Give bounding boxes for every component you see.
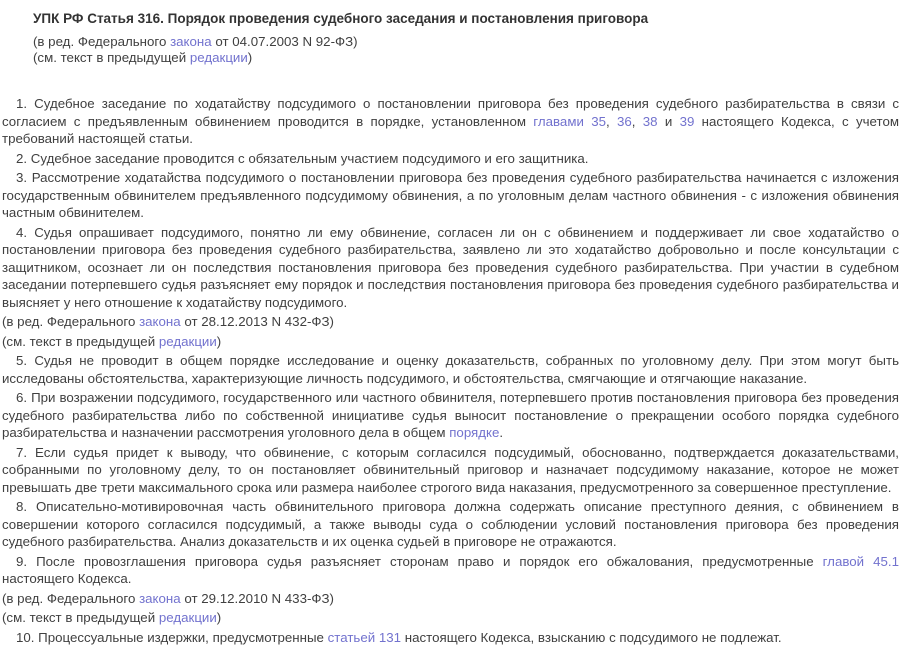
amendment-note [2,313,899,331]
text-run: 2. Судебное заседание проводится с обязательным участием подсудимого и его защитника. [16,150,589,166]
inline-link[interactable]: 39 [679,113,695,129]
inline-link[interactable]: редакции [189,50,248,65]
article-paragraph [2,224,899,312]
text-run: ) [247,50,253,65]
text-run: ) [216,333,222,349]
article-paragraph [2,389,899,442]
article-paragraph [2,498,899,551]
inline-link[interactable]: статьей [327,629,376,645]
article-header [33,10,899,66]
text-run: от 28.12.2013 N 432-ФЗ) [180,314,334,329]
article-body [2,95,899,646]
text-run: 7. Если судья придет к выводу, что обвинение, с которым согласился подсудимый, обоснованно, подтверждается доказательствами, собранными по уголовному делу, то он постановляет обвинительный приговор и назначает подсудимому наказание, которое не может превышать две трети максимального срока или размера наиболее строгого вида наказания, предусмотренного за совершенное преступление. [2,444,899,495]
text-run: 10. Процессуальные издержки, предусмотренные [16,629,328,645]
amendment-note [2,609,899,627]
text-run: (см. текст в предыдущей [2,610,159,625]
text-run: 5. Судья не проводит в общем порядке исследование и оценку доказательств, собранных по уголовному делу. При этом могут быть исследованы обстоятельства, характеризующие личность подсудимого, и обстоятельства, смягчающие и отягчающие наказание. [2,353,899,386]
inline-link[interactable]: редакции [158,610,217,625]
inline-link[interactable]: 36 [616,113,632,129]
text-run: от 04.07.2003 N 92-ФЗ) [211,34,358,49]
text-run: (см. текст в предыдущей [2,333,159,349]
text-run: 3. Рассмотрение ходатайства подсудимого о постановлении приговора без проведения судебного разбирательства начинается с изложения государственным обвинителем предъявленного подсудимому обвинения, а по уголовным делам частного обвинения - с изложения обвинения частным обвинителем. [2,170,899,220]
text-run: . [499,425,504,440]
text-run: настоящего Кодекса. [2,571,132,586]
article-paragraph [2,629,899,647]
text-run: 1. Судебное заседание по ходатайству подсудимого о постановлении приговора без проведения судебного разбирательства в связи с согласием с предъявленным обвинением проводится в порядке, установленном [2,96,899,129]
text-run: (в ред. Федерального [2,314,140,329]
amendment-note [33,34,899,50]
text-run: (см. текст в предыдущей [33,50,190,65]
inline-link[interactable]: главами [533,113,584,129]
inline-link[interactable]: закона [139,314,181,329]
text-run: (в ред. Федерального [2,590,140,606]
text-run: , [605,113,617,129]
text-run: 8. Описательно-мотивировочная часть обвинительного приговора должна содержать описание преступного деяния, с обвинением в совершении которого согласился подсудимый, а также выводы суда о соблюдении условий постановления приговора без проведения судебного разбирательства. Анализ доказательств и их оценка судьей в приговоре не отражаются. [2,499,899,549]
article-paragraph [2,169,899,222]
text-run: 4. Судья опрашивает подсудимого, понятно ли ему обвинение, согласен ли он с обвинением и поддерживает ли свое ходатайство о постановлении приговора без проведения судебного разбирательства, заявлено ли это ходатайство добровольно и после консультации с защитником, осознает ли он последствия постановления приговора без проведения судебного разбирательства. При участии в судебном заседании потерпевшего судья разъясняет ему порядок и последствия постановления приговора без проведения судебного разбирательства и выясняет у него отношение к ходатайству подсудимого. [2,224,899,310]
text-run: (в ред. Федерального [33,34,171,49]
inline-link[interactable]: 45.1 [873,553,899,569]
amendment-note [2,590,899,608]
inline-link[interactable]: 131 [378,629,402,645]
article-paragraph [2,150,899,168]
article-paragraph [2,553,899,588]
text-run: , [631,113,643,129]
text-run: 9. После провозглашения приговора судья разъясняет сторонам право и порядок его обжалования, предусмотренные [16,553,823,569]
amendment-note [2,333,899,351]
amendment-note [33,50,899,66]
text-run: настоящего Кодекса, взысканию с подсудимого не подлежат. [401,629,782,645]
text-run: настоящего Кодекса, с учетом требований настоящей статьи. [2,113,899,146]
header-amendments [33,34,899,66]
inline-link[interactable]: 35 [591,113,606,129]
article-paragraph [2,444,899,497]
text-run: ) [216,610,222,625]
inline-link[interactable]: редакции [158,333,217,349]
text-run: 6. При возражении подсудимого, государственного или частного обвинителя, потерпевшего против постановления приговора без проведения судебного разбирательства либо по собственной инициативе судья выносит постановление о прекращении особого порядка судебного разбирательства и назначении рассмотрения уголовного дела в общем [2,390,899,440]
inline-link[interactable]: 38 [642,113,658,129]
text-run: от 29.12.2010 N 433-ФЗ) [180,590,334,606]
article-paragraph [2,352,899,387]
article-paragraph [2,95,899,148]
text-run: и [657,113,680,129]
inline-link[interactable]: порядке [449,425,500,440]
article-title: УПК РФ Статья 316. Порядок проведения судебного заседания и постановления приговора [33,11,649,26]
inline-link[interactable]: закона [139,590,181,606]
inline-link[interactable]: главой [822,553,865,569]
text-run [864,554,873,569]
inline-link[interactable]: закона [170,34,212,49]
